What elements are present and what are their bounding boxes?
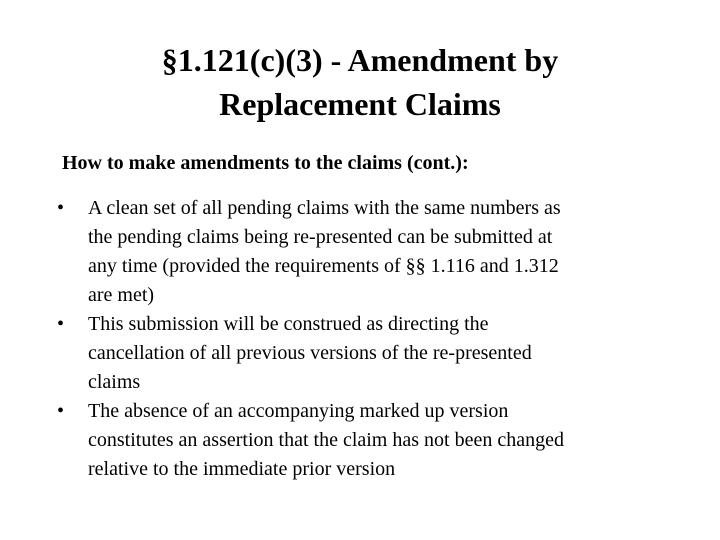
bullet-item — [57, 397, 677, 484]
bullet-item — [57, 310, 677, 397]
bullet-icon: • — [57, 313, 65, 335]
bullet-line: cancellation of all previous versions of the re-presented — [88, 342, 532, 364]
bullet-item — [57, 194, 677, 310]
slide-title-line: Replacement Claims — [219, 86, 501, 122]
slide-title-line: §1.121(c)(3) - Amendment by — [161, 42, 559, 78]
bullet-line: This submission will be construed as directing the — [88, 313, 489, 335]
bullet-line: relative to the immediate prior version — [88, 458, 396, 480]
bullet-icon: • — [57, 400, 65, 422]
bullet-line: The absence of an accompanying marked up version — [88, 400, 509, 422]
bullet-text — [88, 310, 677, 397]
slide-subtitle: How to make amendments to the claims (cont.): — [62, 152, 469, 174]
bullet-icon: • — [57, 197, 65, 219]
bullet-line: are met) — [88, 284, 155, 306]
bullet-line: the pending claims being re-presented can be submitted at — [88, 226, 553, 248]
bullet-line: constitutes an assertion that the claim has not been changed — [88, 429, 564, 451]
bullet-line: claims — [88, 371, 141, 393]
bullet-line: A clean set of all pending claims with the same numbers as — [88, 197, 561, 219]
bullet-line: any time (provided the requirements of §§ 1.116 and 1.312 — [88, 255, 559, 277]
slide-title — [40, 38, 680, 126]
bullet-list — [57, 194, 677, 484]
bullet-text — [88, 397, 677, 484]
bullet-text — [88, 194, 677, 310]
